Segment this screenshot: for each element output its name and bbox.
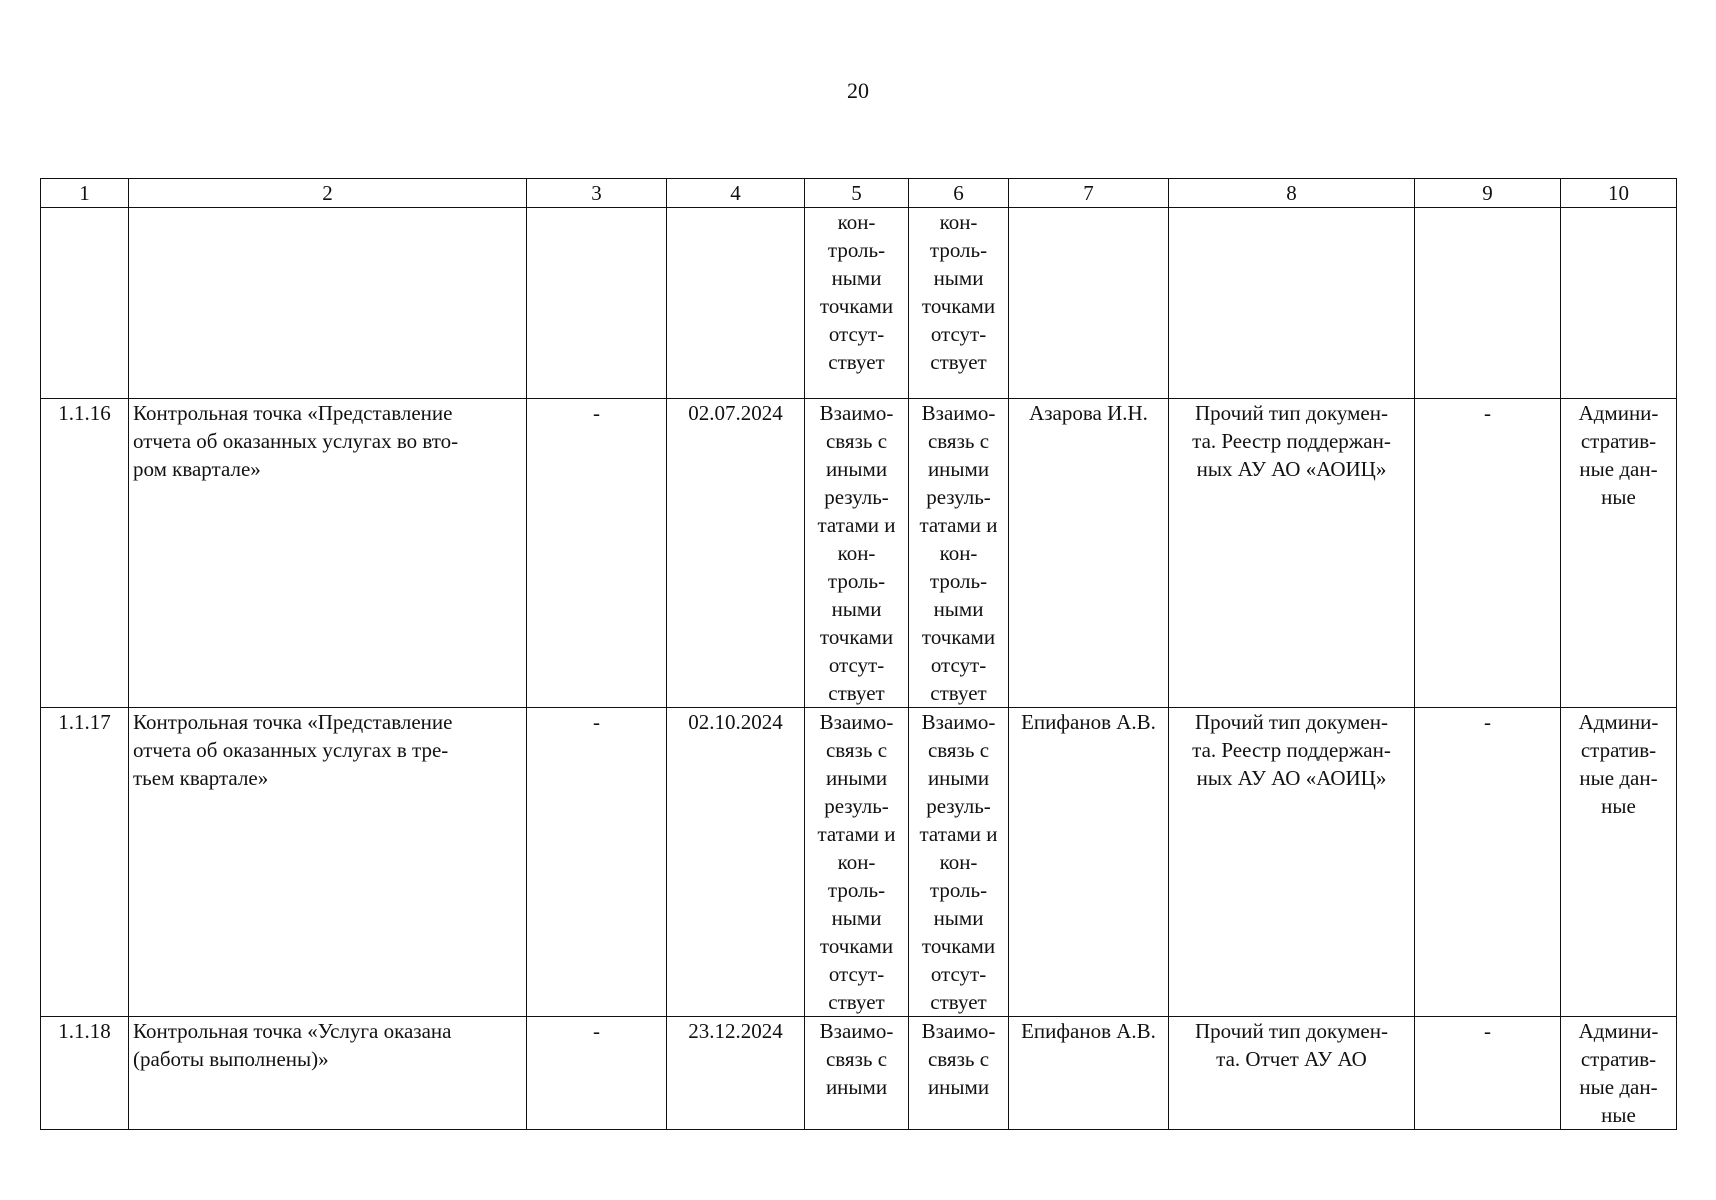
- base-value-cell: -: [527, 399, 667, 708]
- relation-checkpoints-cell: Взаимо- связь с иными резуль- татами и кон- троль- ными точками отсут- ствует: [909, 399, 1009, 708]
- base-value-cell: -: [527, 1017, 667, 1130]
- table-row: [41, 708, 1677, 1017]
- base-value-cell: -: [527, 708, 667, 1017]
- document-type-cell: Прочий тип докумен- та. Реестр поддержан- ных АУ АО «АОИЦ»: [1169, 399, 1415, 708]
- column-header: 2: [129, 179, 527, 208]
- date-cell: 02.10.2024: [667, 708, 805, 1017]
- checkpoint-name: Контрольная точка «Представление отчета об оказанных услугах в тре- тьем квартале»: [129, 708, 527, 1017]
- document-type-cell: Прочий тип докумен- та. Реестр поддержан- ных АУ АО «АОИЦ»: [1169, 708, 1415, 1017]
- plan-table: [40, 178, 1677, 1130]
- column-header: 9: [1415, 179, 1561, 208]
- info-system-cell: Админи- стратив- ные дан- ные: [1561, 1017, 1677, 1130]
- info-system-cell: Админи- стратив- ные дан- ные: [1561, 708, 1677, 1017]
- document-type-cell: Прочий тип докумен- та. Отчет АУ АО: [1169, 1017, 1415, 1130]
- col9-cell: -: [1415, 399, 1561, 708]
- column-header: 8: [1169, 179, 1415, 208]
- table-cell: [1561, 208, 1677, 399]
- col9-cell: -: [1415, 708, 1561, 1017]
- date-cell: 23.12.2024: [667, 1017, 805, 1130]
- checkpoint-name: Контрольная точка «Услуга оказана (работы выполнены)»: [129, 1017, 527, 1130]
- table-cell: [129, 208, 527, 399]
- relation-checkpoints-cell: Взаимо- связь с иными резуль- татами и кон- троль- ными точками отсут- ствует: [909, 708, 1009, 1017]
- table-cell: [41, 208, 129, 399]
- column-header: 4: [667, 179, 805, 208]
- column-header: 6: [909, 179, 1009, 208]
- relation-checkpoints-cell: кон- троль- ными точками отсут- ствует: [909, 208, 1009, 399]
- date-cell: 02.07.2024: [667, 399, 805, 708]
- relation-checkpoints-cell: Взаимо- связь с иными: [909, 1017, 1009, 1130]
- page-number: 20: [847, 78, 869, 103]
- column-header: 1: [41, 179, 129, 208]
- table-cell: [1415, 208, 1561, 399]
- table-row: [41, 399, 1677, 708]
- relation-results-cell: Взаимо- связь с иными резуль- татами и кон- троль- ными точками отсут- ствует: [805, 399, 909, 708]
- col9-cell: -: [1415, 1017, 1561, 1130]
- column-header: 3: [527, 179, 667, 208]
- table-cell: [1009, 208, 1169, 399]
- table-cell: [527, 208, 667, 399]
- responsible-cell: Епифанов А.В.: [1009, 1017, 1169, 1130]
- column-header: 5: [805, 179, 909, 208]
- column-header: 7: [1009, 179, 1169, 208]
- responsible-cell: Азарова И.Н.: [1009, 399, 1169, 708]
- table-cell: [1169, 208, 1415, 399]
- table-row-continuation: [41, 208, 1677, 399]
- info-system-cell: Админи- стратив- ные дан- ные: [1561, 399, 1677, 708]
- row-number: 1.1.18: [41, 1017, 129, 1130]
- table-row: [41, 1017, 1677, 1130]
- header-row: [41, 179, 1677, 208]
- relation-results-cell: кон- троль- ными точками отсут- ствует: [805, 208, 909, 399]
- column-header: 10: [1561, 179, 1677, 208]
- relation-results-cell: Взаимо- связь с иными: [805, 1017, 909, 1130]
- responsible-cell: Епифанов А.В.: [1009, 708, 1169, 1017]
- row-number: 1.1.16: [41, 399, 129, 708]
- relation-results-cell: Взаимо- связь с иными резуль- татами и кон- троль- ными точками отсут- ствует: [805, 708, 909, 1017]
- row-number: 1.1.17: [41, 708, 129, 1017]
- table-cell: [667, 208, 805, 399]
- checkpoint-name: Контрольная точка «Представление отчета об оказанных услугах во вто- ром квартале»: [129, 399, 527, 708]
